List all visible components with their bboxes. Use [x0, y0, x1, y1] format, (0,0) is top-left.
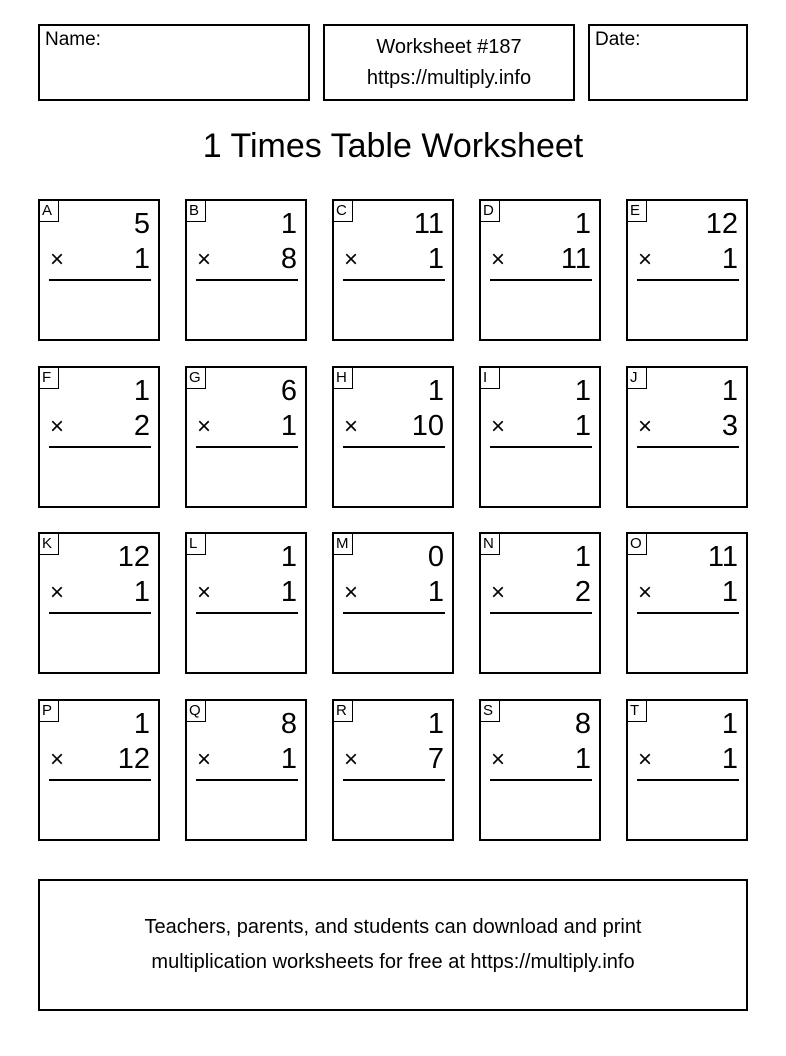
- multiply-sign: ×: [491, 579, 506, 606]
- top-number: 1: [721, 375, 738, 407]
- footer-box: [38, 879, 748, 1011]
- multiply-sign: ×: [344, 246, 359, 273]
- multiply-sign: ×: [50, 413, 65, 440]
- footer-line-1: Teachers, parents, and students can download and print: [144, 916, 642, 938]
- problem-card[interactable]: [38, 199, 160, 341]
- problem-label: L: [186, 533, 206, 555]
- date-label: Date:: [595, 29, 641, 50]
- problem-label: J: [627, 367, 647, 389]
- problem-card[interactable]: [332, 366, 454, 508]
- answer-line: [637, 612, 739, 614]
- problem-card[interactable]: [185, 532, 307, 674]
- answer-line: [49, 446, 151, 448]
- top-number: 1: [280, 208, 297, 240]
- problem-label: A: [39, 200, 59, 222]
- top-number: 11: [413, 208, 444, 240]
- problem-label: O: [627, 533, 647, 555]
- worksheet-number: Worksheet #187: [376, 36, 522, 58]
- answer-line: [49, 279, 151, 281]
- bottom-number: 1: [133, 243, 150, 275]
- answer-line: [490, 779, 592, 781]
- worksheet-info-box: [323, 24, 575, 101]
- answer-line: [196, 779, 298, 781]
- problem-label: F: [39, 367, 59, 389]
- multiply-sign: ×: [50, 579, 65, 606]
- multiply-sign: ×: [344, 746, 359, 773]
- answer-line: [49, 612, 151, 614]
- top-number: 12: [117, 541, 150, 573]
- top-number: 8: [574, 708, 591, 740]
- page-title: 1 Times Table Worksheet: [202, 127, 584, 165]
- top-number: 0: [427, 541, 444, 573]
- problem-label: T: [627, 700, 647, 722]
- multiply-sign: ×: [491, 413, 506, 440]
- multiply-sign: ×: [344, 413, 359, 440]
- bottom-number: 2: [574, 576, 591, 608]
- problem-label: R: [333, 700, 353, 722]
- problem-label: C: [333, 200, 353, 222]
- problem-label: K: [39, 533, 59, 555]
- bottom-number: 1: [280, 743, 297, 775]
- problem-label: D: [480, 200, 500, 222]
- top-number: 12: [705, 208, 738, 240]
- bottom-number: 10: [411, 410, 444, 442]
- multiply-sign: ×: [638, 579, 653, 606]
- problem-label: N: [480, 533, 500, 555]
- bottom-number: 7: [427, 743, 444, 775]
- bottom-number: 1: [721, 243, 738, 275]
- bottom-number: 8: [280, 243, 297, 275]
- bottom-number: 2: [133, 410, 150, 442]
- answer-line: [196, 279, 298, 281]
- bottom-number: 1: [721, 743, 738, 775]
- problem-card[interactable]: [38, 366, 160, 508]
- bottom-number: 1: [280, 576, 297, 608]
- problem-card[interactable]: [626, 699, 748, 841]
- top-number: 1: [133, 708, 150, 740]
- multiply-sign: ×: [197, 579, 212, 606]
- top-number: 6: [280, 375, 297, 407]
- multiply-sign: ×: [638, 246, 653, 273]
- bottom-number: 1: [574, 743, 591, 775]
- multiply-sign: ×: [638, 746, 653, 773]
- top-number: 11: [707, 541, 738, 573]
- bottom-number: 1: [721, 576, 738, 608]
- top-number: 1: [280, 541, 297, 573]
- answer-line: [49, 779, 151, 781]
- problem-card[interactable]: [626, 199, 748, 341]
- top-number: 8: [280, 708, 297, 740]
- answer-line: [343, 446, 445, 448]
- problem-card[interactable]: [479, 366, 601, 508]
- multiply-sign: ×: [491, 746, 506, 773]
- problem-card[interactable]: [626, 366, 748, 508]
- answer-line: [343, 279, 445, 281]
- bottom-number: 1: [280, 410, 297, 442]
- bottom-number: 1: [574, 410, 591, 442]
- problem-label: G: [186, 367, 206, 389]
- problem-label: I: [480, 367, 500, 389]
- top-number: 1: [574, 541, 591, 573]
- multiply-sign: ×: [197, 746, 212, 773]
- multiply-sign: ×: [50, 746, 65, 773]
- problem-card[interactable]: [479, 532, 601, 674]
- answer-line: [637, 446, 739, 448]
- answer-line: [637, 279, 739, 281]
- problem-label: M: [333, 533, 353, 555]
- bottom-number: 1: [133, 576, 150, 608]
- answer-line: [637, 779, 739, 781]
- problem-card[interactable]: [185, 366, 307, 508]
- bottom-number: 12: [117, 743, 150, 775]
- answer-line: [196, 446, 298, 448]
- problem-label: B: [186, 200, 206, 222]
- problem-card[interactable]: [332, 532, 454, 674]
- problem-label: H: [333, 367, 353, 389]
- problem-label: Q: [186, 700, 206, 722]
- multiply-sign: ×: [638, 413, 653, 440]
- name-label: Name:: [45, 29, 101, 50]
- answer-line: [196, 612, 298, 614]
- problem-card[interactable]: [185, 699, 307, 841]
- multiply-sign: ×: [50, 246, 65, 273]
- problem-card[interactable]: [38, 699, 160, 841]
- top-number: 1: [133, 375, 150, 407]
- problem-card[interactable]: [332, 699, 454, 841]
- top-number: 1: [574, 208, 591, 240]
- answer-line: [490, 612, 592, 614]
- problem-card[interactable]: [38, 532, 160, 674]
- bottom-number: 11: [560, 243, 591, 275]
- problem-label: S: [480, 700, 500, 722]
- name-field[interactable]: [38, 24, 310, 101]
- multiply-sign: ×: [197, 413, 212, 440]
- multiply-sign: ×: [197, 246, 212, 273]
- answer-line: [343, 612, 445, 614]
- top-number: 1: [574, 375, 591, 407]
- problem-card[interactable]: [479, 199, 601, 341]
- multiply-sign: ×: [344, 579, 359, 606]
- problem-label: P: [39, 700, 59, 722]
- top-number: 1: [721, 708, 738, 740]
- top-number: 1: [427, 375, 444, 407]
- bottom-number: 3: [721, 410, 738, 442]
- problem-card[interactable]: [185, 199, 307, 341]
- footer-line-2: multiplication worksheets for free at https://multiply.info: [151, 951, 635, 973]
- bottom-number: 1: [427, 243, 444, 275]
- problem-card[interactable]: [626, 532, 748, 674]
- top-number: 1: [427, 708, 444, 740]
- multiply-sign: ×: [491, 246, 506, 273]
- date-field[interactable]: [588, 24, 748, 101]
- problem-card[interactable]: [332, 199, 454, 341]
- top-number: 5: [133, 208, 150, 240]
- bottom-number: 1: [427, 576, 444, 608]
- problem-card[interactable]: [479, 699, 601, 841]
- answer-line: [490, 279, 592, 281]
- problem-label: E: [627, 200, 647, 222]
- answer-line: [490, 446, 592, 448]
- worksheet-url: https://multiply.info: [366, 67, 532, 89]
- answer-line: [343, 779, 445, 781]
